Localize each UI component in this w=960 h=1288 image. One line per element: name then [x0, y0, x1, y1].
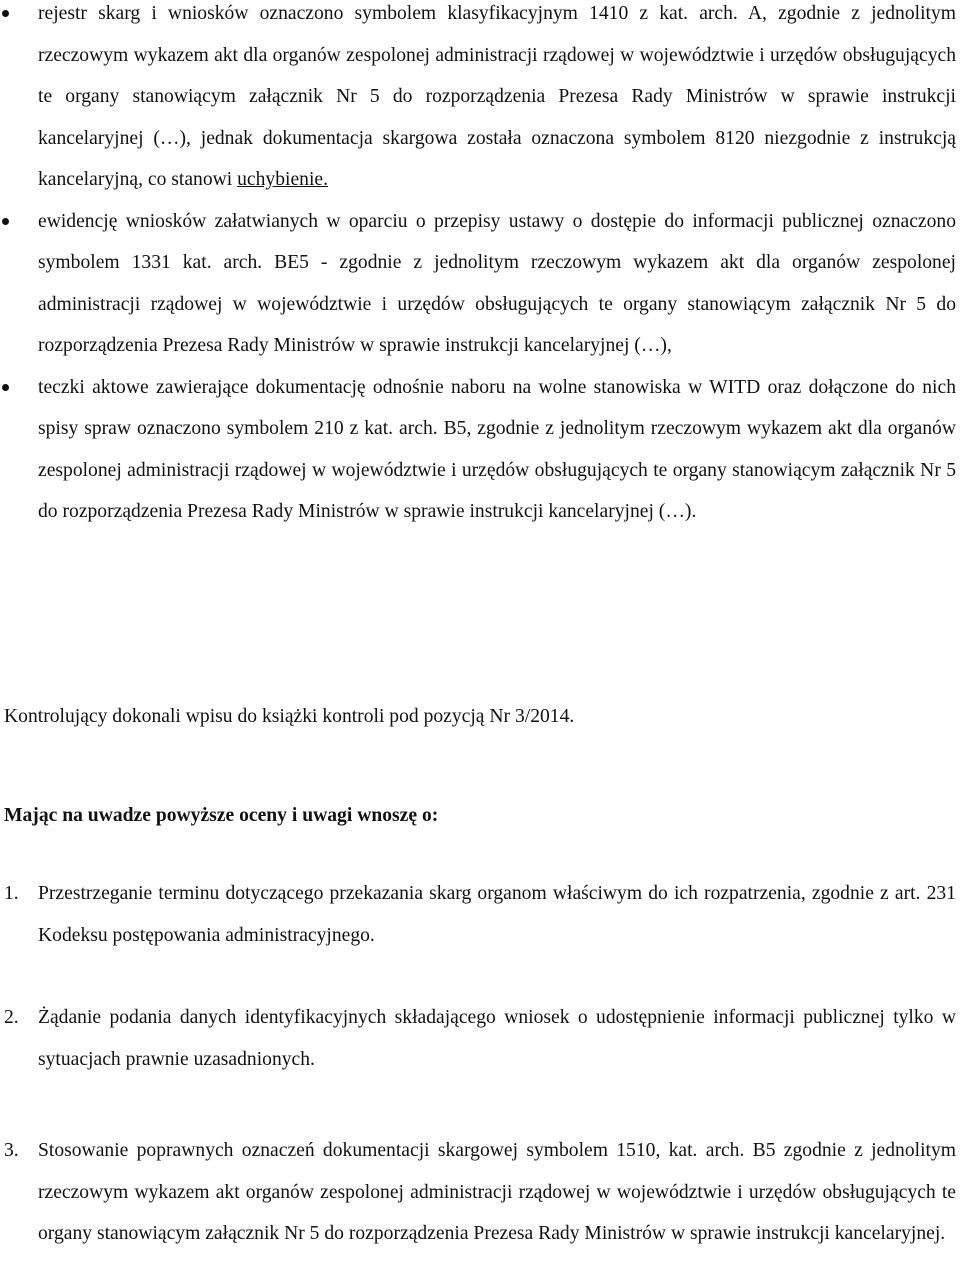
- request-number: 3.: [4, 1140, 19, 1161]
- request-text: Żądanie podania danych identyfikacyjnych składającego wniosek o udostępnienie informacji publicznej tylko w sytuacjach prawnie uzasadnionych.: [38, 1007, 956, 1070]
- section-heading: Mając na uwadze powyższe oceny i uwagi wnoszę o:: [4, 805, 439, 826]
- bullet-text: ewidencję wniosków załatwianych w oparciu o przepisy ustawy o dostępie do informacji publicznej oznaczono symbolem 1331 kat. arch. BE5 - zgodnie z jednolitym rzeczowym wykazem akt dla organów zespolonej administracji rządowej w województwie i urzędów obsługujących te organy stanowiącym załącznik Nr 5 do rozporządzenia Prezesa Rady Ministrów w sprawie instrukcji kancelaryjnej (…),: [38, 210, 956, 356]
- bullet-item-recruitment-files: [0, 367, 960, 533]
- bullet-icon: [2, 384, 9, 391]
- request-item-2: [4, 997, 956, 1080]
- request-number: 2.: [4, 1007, 19, 1028]
- bullet-icon: [2, 10, 9, 17]
- bullet-item-complaints-register: [0, 0, 960, 201]
- request-item-3: [4, 1130, 956, 1255]
- underlined-text: uchybienie.: [237, 169, 328, 190]
- bullet-list: [0, 0, 960, 533]
- bullet-text: rejestr skarg i wniosków oznaczono symbolem klasyfikacyjnym 1410 z kat. arch. A, zgodnie z jednolitym rzeczowym wykazem akt dla organów zespolonej administracji rządowej w województwie i urzędów obsługujących te organy stanowiącym załącznik Nr 5 do rozporządzenia Prezesa Rady Ministrów w sprawie instrukcji kancelaryjnej (…), jednak dokumentacja skargowa została oznaczona symbolem 8120 niezgodnie z instrukcją kancelaryjną, co stanowi: [38, 3, 956, 190]
- request-text: Przestrzeganie terminu dotyczącego przekazania skarg organom właściwym do ich rozpatrzenia, zgodnie z art. 231 Kodeksu postępowania administracyjnego.: [38, 883, 956, 946]
- request-number: 1.: [4, 883, 19, 904]
- request-item-1: [4, 873, 956, 956]
- control-note: Kontrolujący dokonali wpisu do książki kontroli pod pozycją Nr 3/2014.: [4, 706, 575, 727]
- bullet-text: teczki aktowe zawierające dokumentację odnośnie naboru na wolne stanowiska w WITD oraz dołączone do nich spisy spraw oznaczono symbolem 210 z kat. arch. B5, zgodnie z jednolitym rzeczowym wykazem akt dla organów zespolonej administracji rządowej w województwie i urzędów obsługujących te organy stanowiącym załącznik Nr 5 do rozporządzenia Prezesa Rady Ministrów w sprawie instrukcji kancelaryjnej (…).: [38, 376, 956, 522]
- request-text: Stosowanie poprawnych oznaczeń dokumentacji skargowej symbolem 1510, kat. arch. B5 zgodnie z jednolitym rzeczowym wykazem akt organów zespolonej administracji rządowej w województwie i urzędów obsługujących te organy stanowiącym załącznik Nr 5 do rozporządzenia Prezesa Rady Ministrów w sprawie instrukcji kancelaryjnej.: [38, 1140, 956, 1244]
- bullet-icon: [2, 218, 9, 225]
- bullet-item-requests-register: [0, 201, 960, 367]
